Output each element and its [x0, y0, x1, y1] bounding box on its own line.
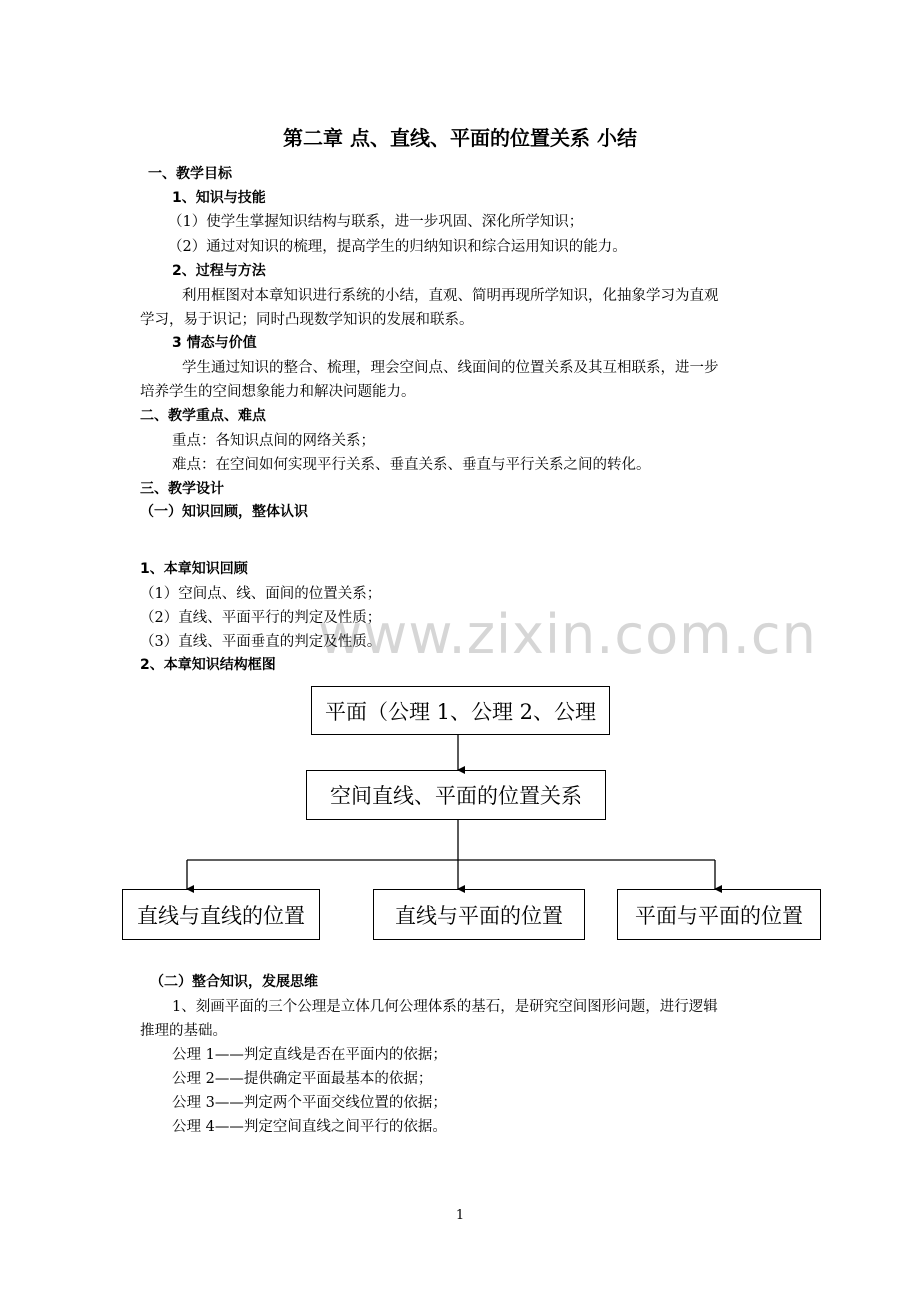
goal-item-1: （1）使学生掌握知识结构与联系，进一步巩固、深化所学知识； — [168, 214, 584, 230]
axiom-3: 公理 3——判定两个平面交线位置的依据； — [172, 1095, 447, 1111]
subheading-process-method: 2、过程与方法 — [172, 263, 266, 279]
review-title: 1、本章知识回顾 — [140, 561, 248, 577]
part-1-heading: （一）知识回顾，整体认识 — [140, 504, 308, 520]
goal-item-2: （2）通过对知识的梳理，提高学生的归纳知识和综合运用知识的能力。 — [168, 239, 627, 255]
diagram-box-plane-plane: 平面与平面的位置 — [617, 889, 821, 940]
axiom-2: 公理 2——提供确定平面最基本的依据； — [172, 1071, 433, 1087]
subheading-emotion-value: 3 情态与价值 — [172, 335, 257, 351]
review-item-3: （3）直线、平面垂直的判定及性质。 — [140, 634, 382, 650]
diagram-title: 2、本章知识结构框图 — [140, 657, 276, 673]
key-point: 重点：各知识点间的网络关系； — [172, 433, 375, 449]
axiom-4: 公理 4——判定空间直线之间平行的依据。 — [172, 1119, 447, 1135]
diagram-box-spatial-relations: 空间直线、平面的位置关系 — [306, 770, 606, 820]
process-paragraph-line-2: 学习，易于识记；同时凸现数学知识的发展和联系。 — [140, 312, 474, 328]
diagram-box-line-line: 直线与直线的位置 — [122, 889, 320, 940]
part-2-paragraph-line-1: 1、刻画平面的三个公理是立体几何公理体系的基石，是研究空间图形问题，进行逻辑 — [172, 999, 718, 1015]
axiom-1: 公理 1——判定直线是否在平面内的依据； — [172, 1047, 447, 1063]
page-title: 第二章 点、直线、平面的位置关系 小结 — [283, 126, 637, 150]
part-2-paragraph-line-2: 推理的基础。 — [140, 1023, 227, 1039]
review-item-2: （2）直线、平面平行的判定及性质； — [140, 610, 382, 626]
emotion-paragraph-line-1: 学生通过知识的整合、梳理，理会空间点、线面间的位置关系及其互相联系，进一步 — [182, 360, 719, 376]
diagram-box-line-plane: 直线与平面的位置 — [373, 889, 585, 940]
page-number: 1 — [455, 1208, 465, 1223]
difficult-point: 难点：在空间如何实现平行关系、垂直关系、垂直与平行关系之间的转化。 — [172, 457, 651, 473]
section-heading-goals: 一、教学目标 — [148, 166, 232, 182]
diagram-box-plane-axioms: 平面（公理 1、公理 2、公理 — [311, 686, 610, 735]
process-paragraph-line-1: 利用框图对本章知识进行系统的小结，直观、简明再现所学知识，化抽象学习为直观 — [182, 288, 719, 304]
emotion-paragraph-line-2: 培养学生的空间想象能力和解决问题能力。 — [140, 384, 416, 400]
subheading-knowledge-skills: 1、知识与技能 — [172, 190, 266, 206]
watermark: www.zixin.com.cn — [318, 603, 817, 666]
review-item-1: （1）空间点、线、面间的位置关系； — [140, 586, 382, 602]
section-heading-design: 三、教学设计 — [140, 481, 224, 497]
part-2-heading: （二）整合知识，发展思维 — [150, 974, 318, 990]
section-heading-key-points: 二、教学重点、难点 — [140, 408, 266, 424]
